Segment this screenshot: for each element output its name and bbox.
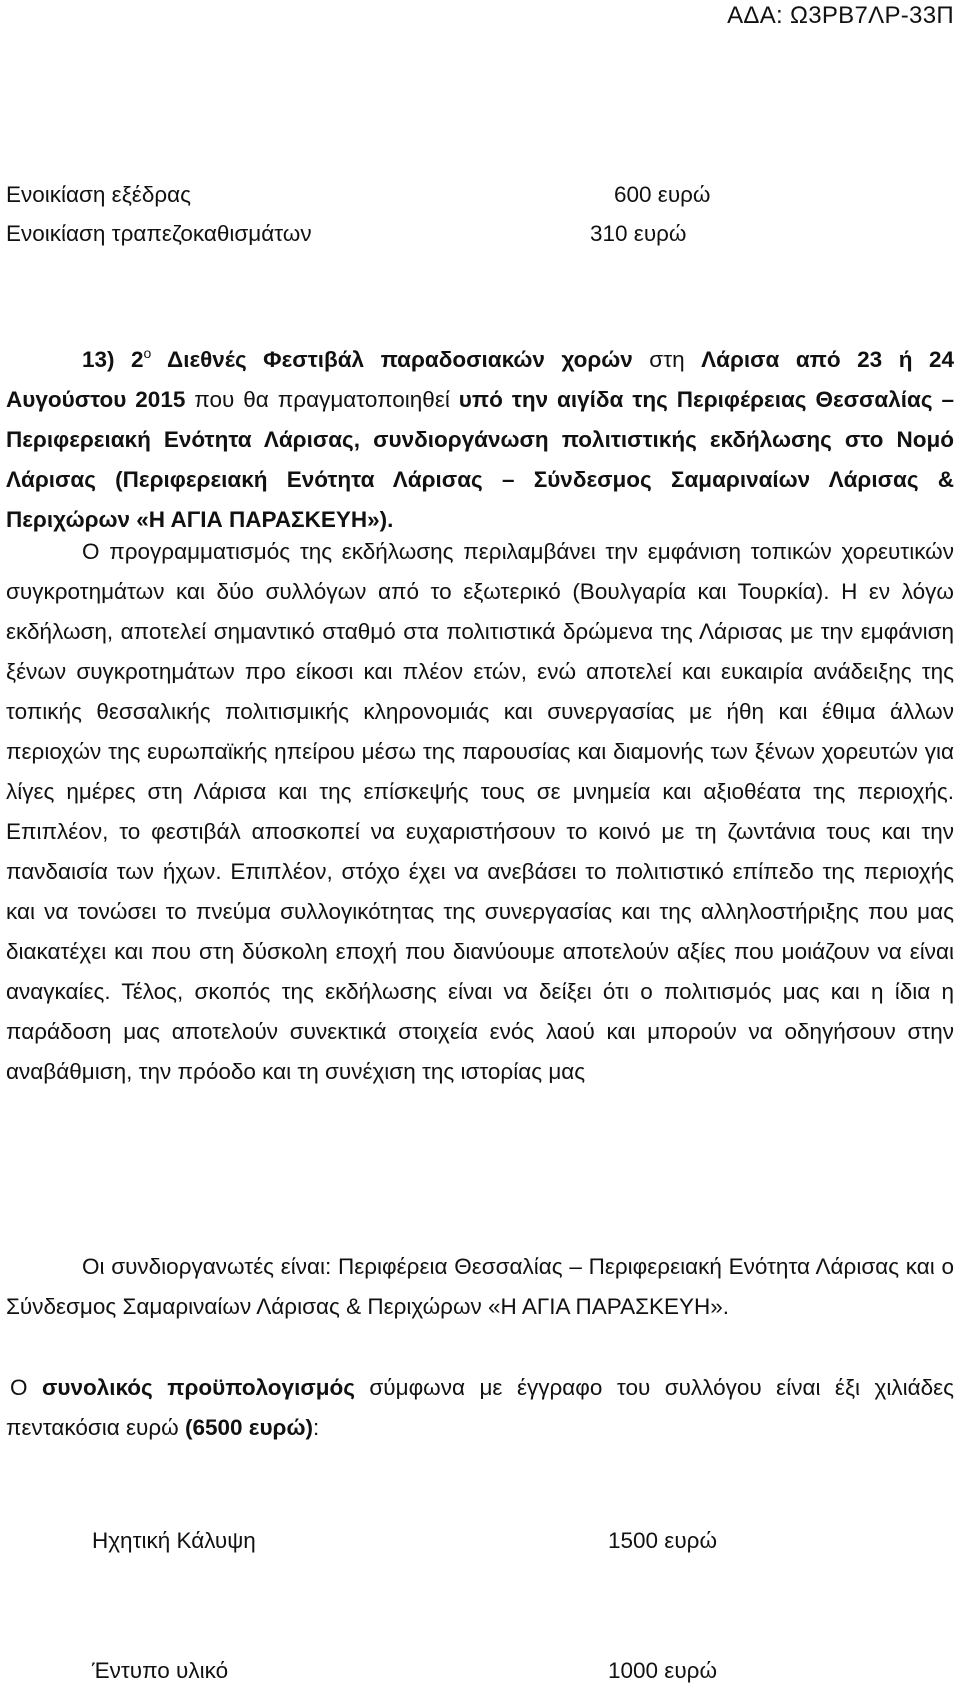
budget-amount: (6500 ευρώ) xyxy=(184,1415,313,1440)
festival-place-date: Λάρισα από 23 ή 24 Αυγούστου 2015 xyxy=(6,347,954,412)
rental-label: Ενοικίαση τραπεζοκαθισμάτων xyxy=(6,221,312,246)
festival-name: Διεθνές Φεστιβάλ παραδοσιακών χορών xyxy=(151,347,633,372)
text-fragment: : xyxy=(312,1415,320,1440)
text-fragment: που θα πραγματοποιηθεί xyxy=(185,387,459,412)
ordinal-suffix: ο xyxy=(143,345,152,361)
festival-auspices: υπό την αιγίδα της Περιφέρειας Θεσσαλίας – Περιφερειακή Ενότητα Λάρισας, συνδιοργάνωση πολιτιστικής εκδήλωσης στο Νομό Λάρισας (Περιφερειακή Ενότητα Λάρισας – Σύνδεσμος Σαμαριναίων Λάρισας & Περιχώρων «Η ΑΓΙΑ ΠΑΡΑΣΚΕΥΗ»). xyxy=(6,387,955,532)
item-13-body xyxy=(6,532,954,1092)
budget-paragraph xyxy=(6,1368,954,1448)
rental-amount: 600 ευρώ xyxy=(614,182,711,207)
text-fragment: σύμφωνα με έγγραφο του συλλόγου είναι έξι χιλιάδες πεντακόσια ευρώ xyxy=(6,1375,954,1440)
text-fragment: στη xyxy=(632,347,702,372)
ada-code: ΑΔΑ: Ω3ΡΒ7ΛΡ-33Π xyxy=(727,2,954,29)
cost-amount: 1500 ευρώ xyxy=(608,1528,718,1553)
item-number: 13) 2 xyxy=(82,347,144,372)
item-13-heading xyxy=(6,340,954,540)
budget-label: συνολικός προϋπολογισμός xyxy=(42,1375,355,1400)
cost-label: Έντυπο υλικό xyxy=(92,1658,229,1683)
organizers-text: Οι συνδιοργανωτές είναι: Περιφέρεια Θεσσαλίας – Περιφερειακή Ενότητα Λάρισας και ο Σύνδεσμος Σαμαριναίων Λάρισας & Περιχώρων «Η ΑΓΙΑ ΠΑΡΑΣΚΕΥΗ». xyxy=(6,1254,954,1319)
description-paragraph: Ο προγραμματισμός της εκδήλωσης περιλαμβάνει την εμφάνιση τοπικών χορευτικών συγκροτημάτων και δύο συλλόγων από το εξωτερικό (Βουλγαρία και Τουρκία). Η εν λόγω εκδήλωση, αποτελεί σημαντικό σταθμό στα πολιτιστικά δρώμενα της Λάρισας με την εμφάνιση ξένων συγκροτημάτων προ είκοσι και πλέον ετών, ενώ αποτελεί και ευκαιρία ανάδειξης της τοπικής θεσσαλικής πολιτισμικής κληρονομιάς και συνεργασίας με ήθη και έθιμα άλλων περιοχών της ευρωπαϊκής ηπείρου μέσω της παρουσίας και διαμονής των ξένων χορευτών για λίγες ημέρες στη Λάρισα και της επίσκεψής τους σε μνημεία και αξιοθέατα της περιοχής. Επιπλέον, το φεστιβάλ αποσκοπεί να ευχαριστήσουν το κοινό με τη ζωντάνια τους και την πανδαισία των ήχων. Επιπλέον, στόχο έχει να ανεβάσει το πολιτιστικό επίπεδο της περιοχής και να τονώσει το πνεύμα συλλογικότητας της συνεργασίας και της αλληλοστήριξης που μας διακατέχει και που στη δύσκολη εποχή που διανύουμε αποτελούν αξίες που μοιάζουν να είναι αναγκαίες. Τέλος, σκοπός της εκδήλωσης είναι να δείξει ότι ο πολιτισμός μας και η ίδια η παράδοση μας αποτελούν συνεκτικά στοιχεία ενός λαού και μπορούν να οδηγήσουν στην αναβάθμιση, την πρόοδο και τη συνέχιση της ιστορίας μας xyxy=(6,539,954,1084)
rental-amount: 310 ευρώ xyxy=(590,221,687,246)
cost-label: Ηχητική Κάλυψη xyxy=(92,1528,256,1553)
organizers-paragraph xyxy=(6,1247,954,1327)
rental-label: Ενοικίαση εξέδρας xyxy=(6,182,191,207)
text-fragment: Ο xyxy=(10,1375,42,1400)
cost-amount: 1000 ευρώ xyxy=(608,1658,718,1683)
